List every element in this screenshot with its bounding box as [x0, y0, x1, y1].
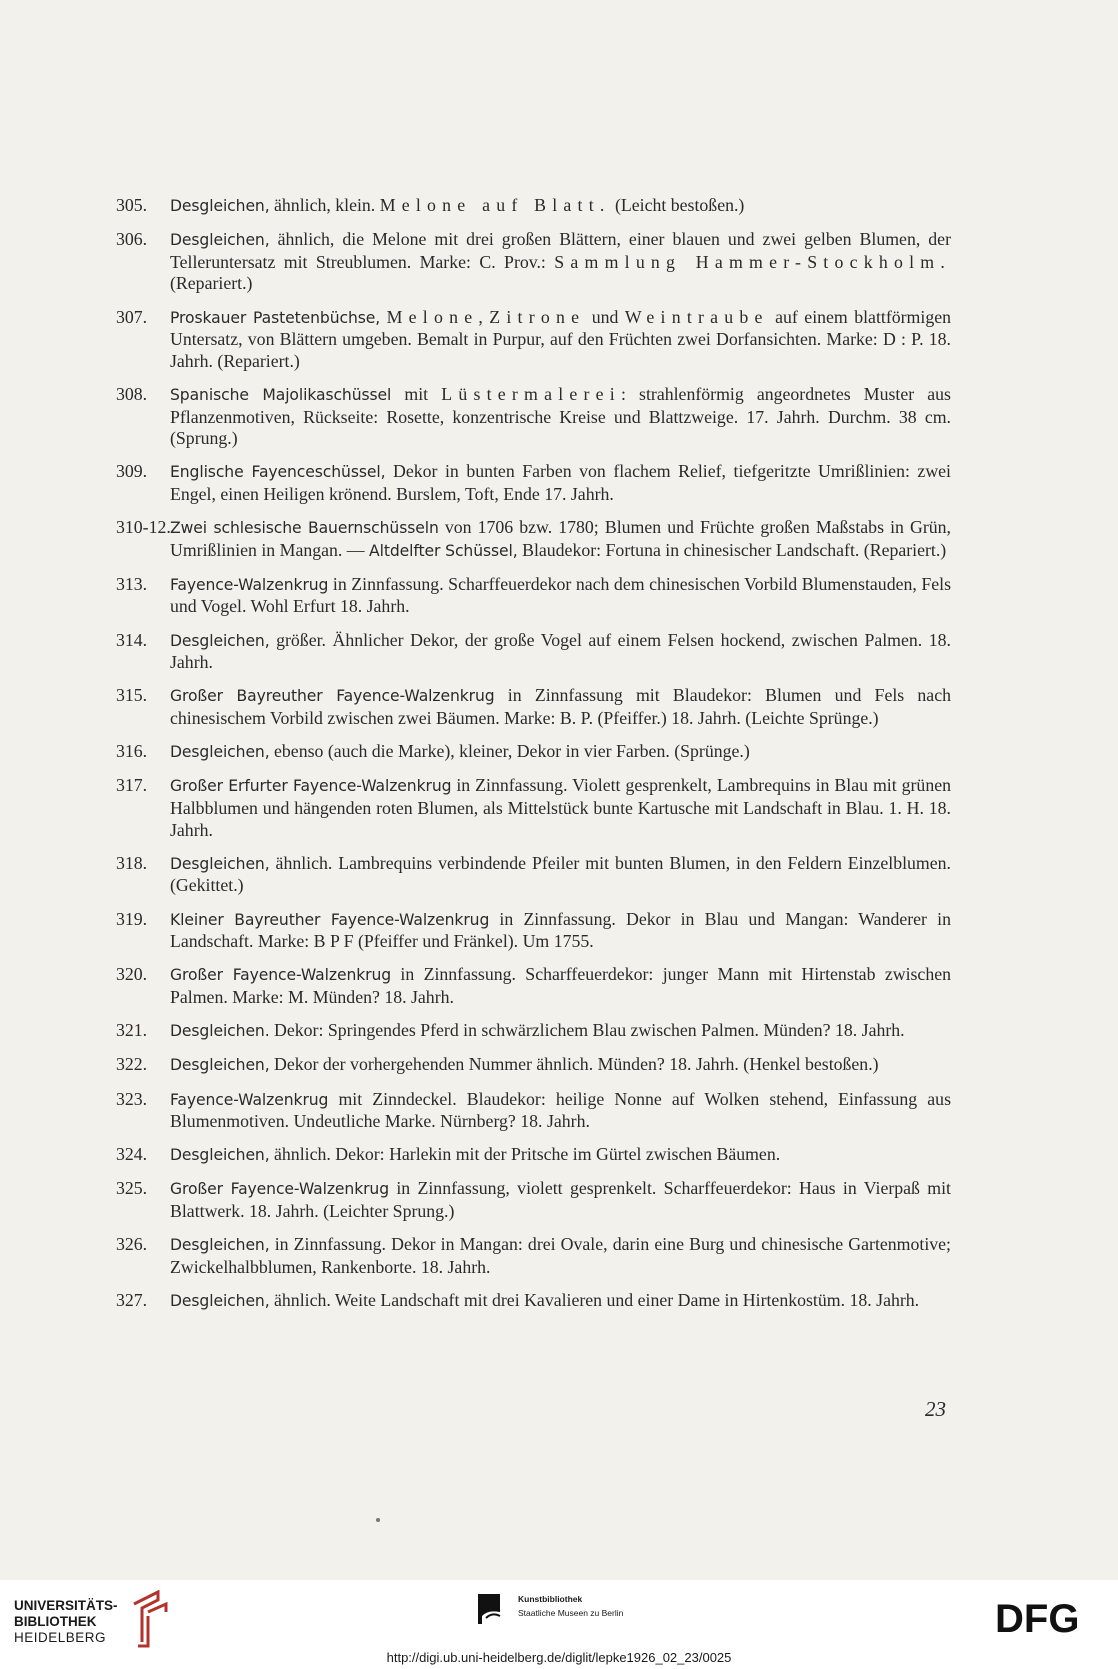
- entry-text: ,: [478, 306, 490, 327]
- entry-number: 321.: [116, 1020, 148, 1041]
- entry-number: 320.: [116, 964, 148, 985]
- entry-text: Dekor der vorhergehenden Nummer ähnlich. Münden? 18. Jahrh. (Henkel bestoßen.): [269, 1054, 879, 1075]
- entry-number: 327.: [116, 1290, 148, 1311]
- entry-heading: Fayence-Walzenkrug: [170, 575, 329, 594]
- catalogue-entry: [116, 1290, 951, 1313]
- entry-number: 326.: [116, 1234, 148, 1255]
- university-library-logo[interactable]: [14, 1590, 174, 1648]
- catalogue-entry: [116, 630, 951, 674]
- kunstbibliothek-title: Kunstbibliothek: [518, 1594, 583, 1604]
- entry-text: und: [585, 306, 625, 327]
- entry-number: 313.: [116, 573, 148, 594]
- entry-heading: Englische Fayenceschüssel,: [170, 463, 386, 482]
- entry-heading: Desgleichen,: [170, 1146, 270, 1165]
- kunstbibliothek-logo[interactable]: [478, 1590, 658, 1630]
- entry-text: ähnlich. Weite Landschaft mit drei Kavalieren und einer Dame in Hirtenkostüm. 18. Jahrh.: [269, 1290, 920, 1311]
- entry-number: 305.: [116, 195, 148, 215]
- catalogue-entry: [116, 195, 951, 218]
- university-emblem-icon: [128, 1590, 168, 1648]
- entry-text: in Zinnfassung, violett gesprenkelt. Scharffeuerdekor: Haus in Vierpaß mit Blattwerk. 18. Jahrh. (Leichter Sprung.): [170, 1178, 951, 1222]
- entry-number: 308.: [116, 383, 148, 404]
- entry-heading: Fayence-Walzenkrug: [170, 1090, 329, 1109]
- entry-text: in Zinnfassung mit Blaudekor: Blumen und Fels nach chinesischem Vorbild zwischen zwei Bäumen. Marke: B. P. (Pfeiffer.) 18. Jahrh. (Leichte Sprünge.): [170, 685, 951, 729]
- catalogue-entry: [116, 685, 951, 729]
- entry-spaced-text: Lüstermalerei: [441, 383, 621, 404]
- logo-line-2: BIBLIOTHEK: [14, 1614, 97, 1629]
- entry-heading: Desgleichen,: [170, 1056, 270, 1075]
- entry-text: in Zinnfassung. Scharffeuerdekor: junger Mann mit Hirtenstab zwischen Palmen. Marke: M. Münden? 18. Jahrh.: [170, 964, 951, 1007]
- entry-heading: Spanische Majolikaschüssel: [170, 385, 392, 404]
- entry-text: von 1706 bzw. 1780; Blumen und Früchte großen Maßstabs in Grün, Umrißlinien in Mangan. —: [170, 517, 951, 560]
- entry-spaced-text: Melone auf Blatt.: [379, 195, 611, 215]
- logo-line-3: HEIDELBERG: [14, 1630, 107, 1645]
- catalogue-entry: [116, 1178, 951, 1222]
- entry-heading: Desgleichen,: [170, 1236, 270, 1255]
- entry-text: in Zinnfassung. Violett gesprenkelt, Lambrequins in Blau mit grünen Halbblumen und hängenden roten Blumen, als Mittelstück bunte Kartusche mit Landschaft in Blau. 1. H. 18. Jahrh.: [170, 775, 951, 840]
- entry-heading: Desgleichen,: [170, 743, 270, 762]
- entry-heading: Proskauer Pastetenbüchse,: [170, 308, 381, 327]
- entry-text: ähnlich, klein.: [269, 195, 380, 215]
- catalogue-entry: [116, 384, 951, 450]
- entry-number: 322.: [116, 1054, 148, 1075]
- scan-speck: [376, 1518, 380, 1522]
- entry-text: in Zinnfassung. Scharffeuerdekor nach dem chinesischen Vorbild Blumenstauden, Fels und Vogel. Wohl Erfurt 18. Jahrh.: [170, 573, 951, 617]
- entry-heading: Großer Bayreuther Fayence-Walzenkrug: [170, 687, 495, 706]
- entry-text: Blaudekor: Fortuna in chinesischer Landschaft. (Repariert.): [517, 539, 947, 560]
- entry-text: (Leicht bestoßen.): [610, 195, 745, 215]
- entry-text: : strahlenförmig angeordnetes Muster aus Pflanzenmotiven, Rückseite: Rosette, konzentrische Kreise und Blattzweige. 17. Jahrh. Durchm. 38 cm. (Sprung.): [170, 383, 951, 449]
- entry-spaced-text: Sammlung Hammer-Stockholm.: [554, 251, 951, 272]
- entry-heading: Desgleichen,: [170, 197, 270, 215]
- catalogue-entry: [116, 964, 951, 1008]
- catalogue-entry: [116, 1054, 951, 1077]
- entry-number: 307.: [116, 306, 148, 327]
- entry-number: 323.: [116, 1088, 148, 1109]
- entry-heading: Kleiner Bayreuther Fayence-Walzenkrug: [170, 910, 490, 929]
- entry-number: 318.: [116, 852, 148, 873]
- page-number: 23: [925, 1397, 946, 1421]
- catalogue-entries: [116, 195, 951, 1324]
- catalogue-entry: [116, 574, 951, 618]
- entry-spaced-text: Melone: [386, 306, 479, 327]
- catalogue-entry: [116, 1089, 951, 1133]
- dfg-logo[interactable]: [995, 1598, 1103, 1638]
- catalogue-entry: [116, 1144, 951, 1167]
- entry-text: ähnlich, die Melone mit drei großen Blättern, einer blauen und zwei gelben Blumen, der Telleruntersatz mit Streublumen. Marke: C. Prov.:: [170, 229, 951, 272]
- entry-text: ähnlich. Lambrequins verbindende Pfeiler mit bunten Blumen, in den Feldern Einzelblumen. (Gekittet.): [170, 852, 951, 896]
- entry-number: 309.: [116, 461, 148, 482]
- entry-number: 306.: [116, 229, 148, 250]
- entry-spaced-text: Zitrone: [489, 306, 586, 327]
- entry-heading: Großer Fayence-Walzenkrug: [170, 966, 392, 985]
- catalogue-entry: [116, 853, 951, 897]
- entry-heading: Großer Fayence-Walzenkrug: [170, 1180, 390, 1199]
- kunstbibliothek-subtitle: Staatliche Museen zu Berlin: [518, 1608, 624, 1618]
- entry-text: in Zinnfassung. Dekor in Blau und Mangan: Wanderer in Landschaft. Marke: B P F (Pfeiffer und Fränkel). Um 1755.: [170, 908, 951, 952]
- entry-heading: Altdelfter Schüssel,: [369, 541, 518, 560]
- entry-heading: Desgleichen.: [170, 1022, 270, 1041]
- catalogue-entry: [116, 229, 951, 295]
- entry-text: größer. Ähnlicher Dekor, der große Vogel auf einem Felsen hockend, zwischen Palmen. 18. Jahrh.: [170, 629, 951, 673]
- catalogue-entry: [116, 307, 951, 373]
- entry-text: ähnlich. Dekor: Harlekin mit der Pritsche im Gürtel zwischen Bäumen.: [269, 1144, 781, 1165]
- entry-number: 319.: [116, 908, 148, 929]
- entry-heading: Zwei schlesische Bauernschüsseln: [170, 519, 439, 538]
- entry-heading: Desgleichen,: [170, 854, 270, 873]
- catalogue-entry: [116, 461, 951, 505]
- entry-text: ebenso (auch die Marke), kleiner, Dekor in vier Farben. (Sprünge.): [269, 741, 750, 762]
- entry-number: 324.: [116, 1144, 148, 1165]
- page-url-link[interactable]: http://digi.ub.uni-heidelberg.de/diglit/lepke1926_02_23/0025: [386, 1650, 732, 1665]
- entry-text: Dekor: Springendes Pferd in schwärzlichem Blau zwischen Palmen. Münden? 18. Jahrh.: [269, 1020, 905, 1041]
- viewer-footer: [0, 1580, 1118, 1669]
- catalogue-entry: [116, 1234, 951, 1278]
- entry-text: (Repariert.): [170, 273, 253, 294]
- entry-text: auf einem blattförmigen Untersatz, von Blättern umgeben. Bemalt in Purpur, auf den Früchten zwei Dorfansichten. Marke: D : P. 18. Jahrh. (Repariert.): [170, 306, 952, 371]
- entry-number: 316.: [116, 741, 148, 762]
- entry-text: mit Zinndeckel. Blaudekor: heilige Nonne auf Wolken stehend, Einfassung aus Blumenmotiven. Undeutliche Marke. Nürnberg? 18. Jahrh.: [170, 1088, 951, 1132]
- entry-number: 310-12.: [116, 517, 171, 538]
- dfg-logo-text: DFG: [995, 1598, 1080, 1638]
- entry-text: mit: [391, 383, 442, 404]
- entry-number: 315.: [116, 685, 148, 706]
- catalogue-entry: [116, 775, 951, 841]
- entry-number: 325.: [116, 1178, 148, 1199]
- entry-heading: Großer Erfurter Fayence-Walzenkrug: [170, 777, 452, 796]
- entry-heading: Desgleichen,: [170, 1292, 270, 1311]
- entry-number: 317.: [116, 775, 148, 796]
- entry-heading: Desgleichen,: [170, 631, 270, 650]
- entry-text: in Zinnfassung. Dekor in Mangan: drei Ovale, darin eine Burg und chinesische Gartenmotive; Zwickelhalbblumen, Rankenborte. 18. Jahrh.: [170, 1234, 951, 1277]
- catalogue-entry: [116, 909, 951, 953]
- entry-text: Dekor in bunten Farben von flachem Relief, tiefgeritzte Umrißlinien: zwei Engel, einen Heiligen krönend. Burslem, Toft, Ende 17. Jahrh.: [170, 461, 951, 504]
- entry-spaced-text: Weintraube: [624, 306, 769, 327]
- catalogue-entry: [116, 1020, 951, 1043]
- kunstbibliothek-emblem-icon: [478, 1594, 510, 1624]
- catalogue-entry: [116, 741, 951, 764]
- entry-heading: Desgleichen,: [170, 231, 270, 250]
- catalogue-entry: [116, 517, 951, 562]
- logo-line-1: UNIVERSITÄTS-: [14, 1598, 118, 1613]
- entry-number: 314.: [116, 629, 148, 650]
